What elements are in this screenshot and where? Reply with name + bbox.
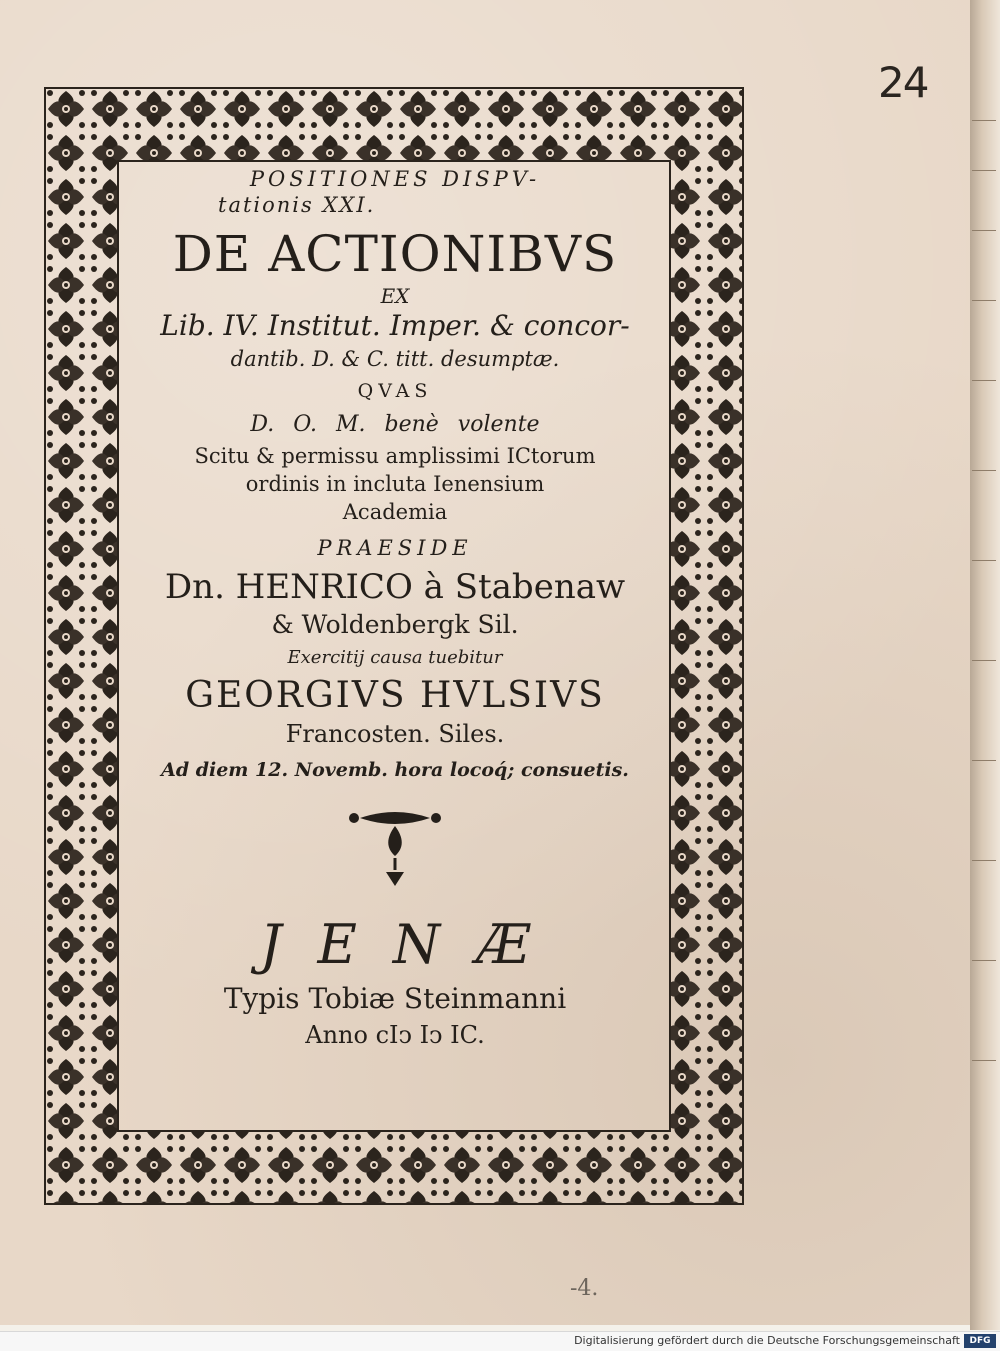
- page-tab: [972, 230, 996, 249]
- printer-line: Typis Tobiæ Steinmanni: [223, 982, 567, 1015]
- place-of-print: JENÆ: [259, 913, 567, 976]
- ordinis-line: ordinis in incluta Ienensium: [245, 472, 545, 496]
- dom-line: D. O. M. benè volente: [250, 412, 540, 437]
- folio-number: 24: [878, 58, 928, 107]
- scitu-line: Scitu & permissu amplissimi ICtorum: [194, 444, 596, 468]
- praeside-line: PRAESIDE: [317, 536, 473, 560]
- page-tab: [972, 170, 996, 189]
- francosten-line: Francosten. Siles.: [285, 720, 505, 748]
- page-tab: [972, 470, 996, 489]
- lib-line: Lib. IV. Institut. Imper. & concor-: [160, 309, 630, 342]
- page-tab: [972, 560, 996, 579]
- page-tab: [972, 120, 996, 139]
- printer-ornament-icon: [340, 808, 450, 888]
- footer-credit: Digitalisierung gefördert durch die Deutsche Forschungsgemeinschaft: [574, 1334, 960, 1347]
- page-tab: [972, 760, 996, 779]
- ex-line: EX: [380, 284, 410, 308]
- page-tab: [972, 1060, 996, 1079]
- page-tab: [972, 380, 996, 399]
- positiones-line: POSITIONES DISPV-: [249, 167, 541, 191]
- academia-line: Academia: [342, 500, 448, 524]
- henrico-line: Dn. HENRICO à Stabenaw: [164, 567, 626, 607]
- main-title: DE ACTIONIBVS: [172, 225, 618, 283]
- tationis-line: tationis XXI.: [218, 193, 376, 217]
- footer-bar: [0, 1331, 1000, 1351]
- signature-mark: -4.: [570, 1276, 599, 1301]
- addiem-line: Ad diem 12. Novemb. hora locoq́; consuetis.: [161, 759, 629, 781]
- page-tab: [972, 660, 996, 679]
- page-tab: [972, 300, 996, 319]
- exercitij-line: Exercitij causa tuebitur: [287, 647, 503, 668]
- dfg-logo: DFG: [964, 1334, 996, 1348]
- page-edge-stack: [970, 0, 1000, 1330]
- title-page-text: [130, 166, 660, 1052]
- year-line: Anno cIↄ Iↄ IC.: [305, 1021, 485, 1049]
- georgius-line: GEORGIVS HVLSIVS: [185, 675, 605, 716]
- woldenbergk-line: & Woldenbergk Sil.: [271, 610, 519, 639]
- quas-line: QVAS: [357, 380, 433, 402]
- page-tab: [972, 860, 996, 879]
- dantib-line: dantib. D. & C. titt. desumptæ.: [230, 347, 560, 371]
- page-tab: [972, 960, 996, 979]
